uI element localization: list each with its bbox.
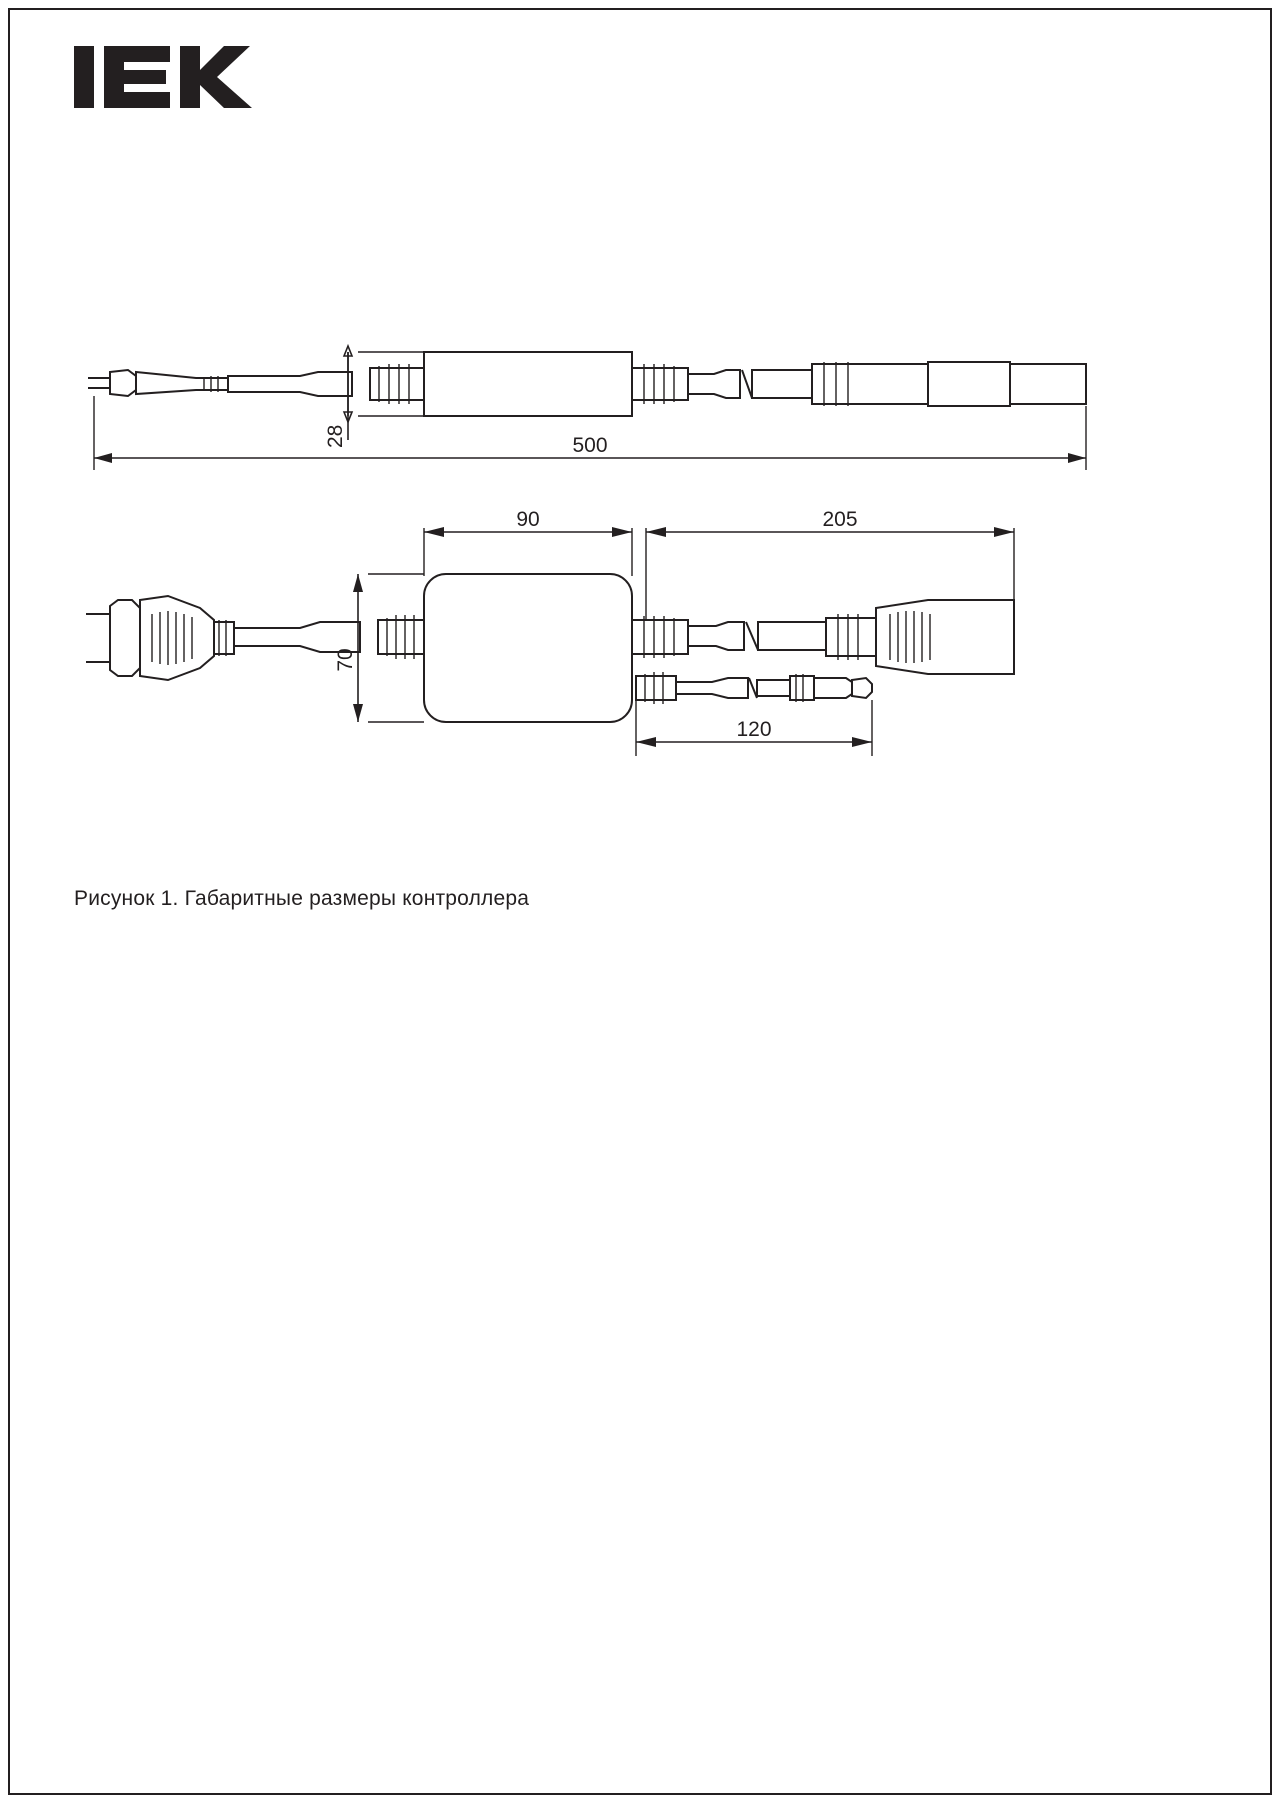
dim-205-label: 205 xyxy=(822,508,858,531)
dim-120-label: 120 xyxy=(736,718,772,741)
dim-70-label: 70 xyxy=(334,648,357,672)
front-view-group xyxy=(86,508,1014,756)
dim-90-label: 90 xyxy=(516,508,540,531)
top-view-group xyxy=(88,346,1086,470)
figure-caption: Рисунок 1. Габаритные размеры контроллера xyxy=(74,887,530,910)
dim-500-label: 500 xyxy=(572,434,608,457)
dim-28-label: 28 xyxy=(324,424,347,448)
